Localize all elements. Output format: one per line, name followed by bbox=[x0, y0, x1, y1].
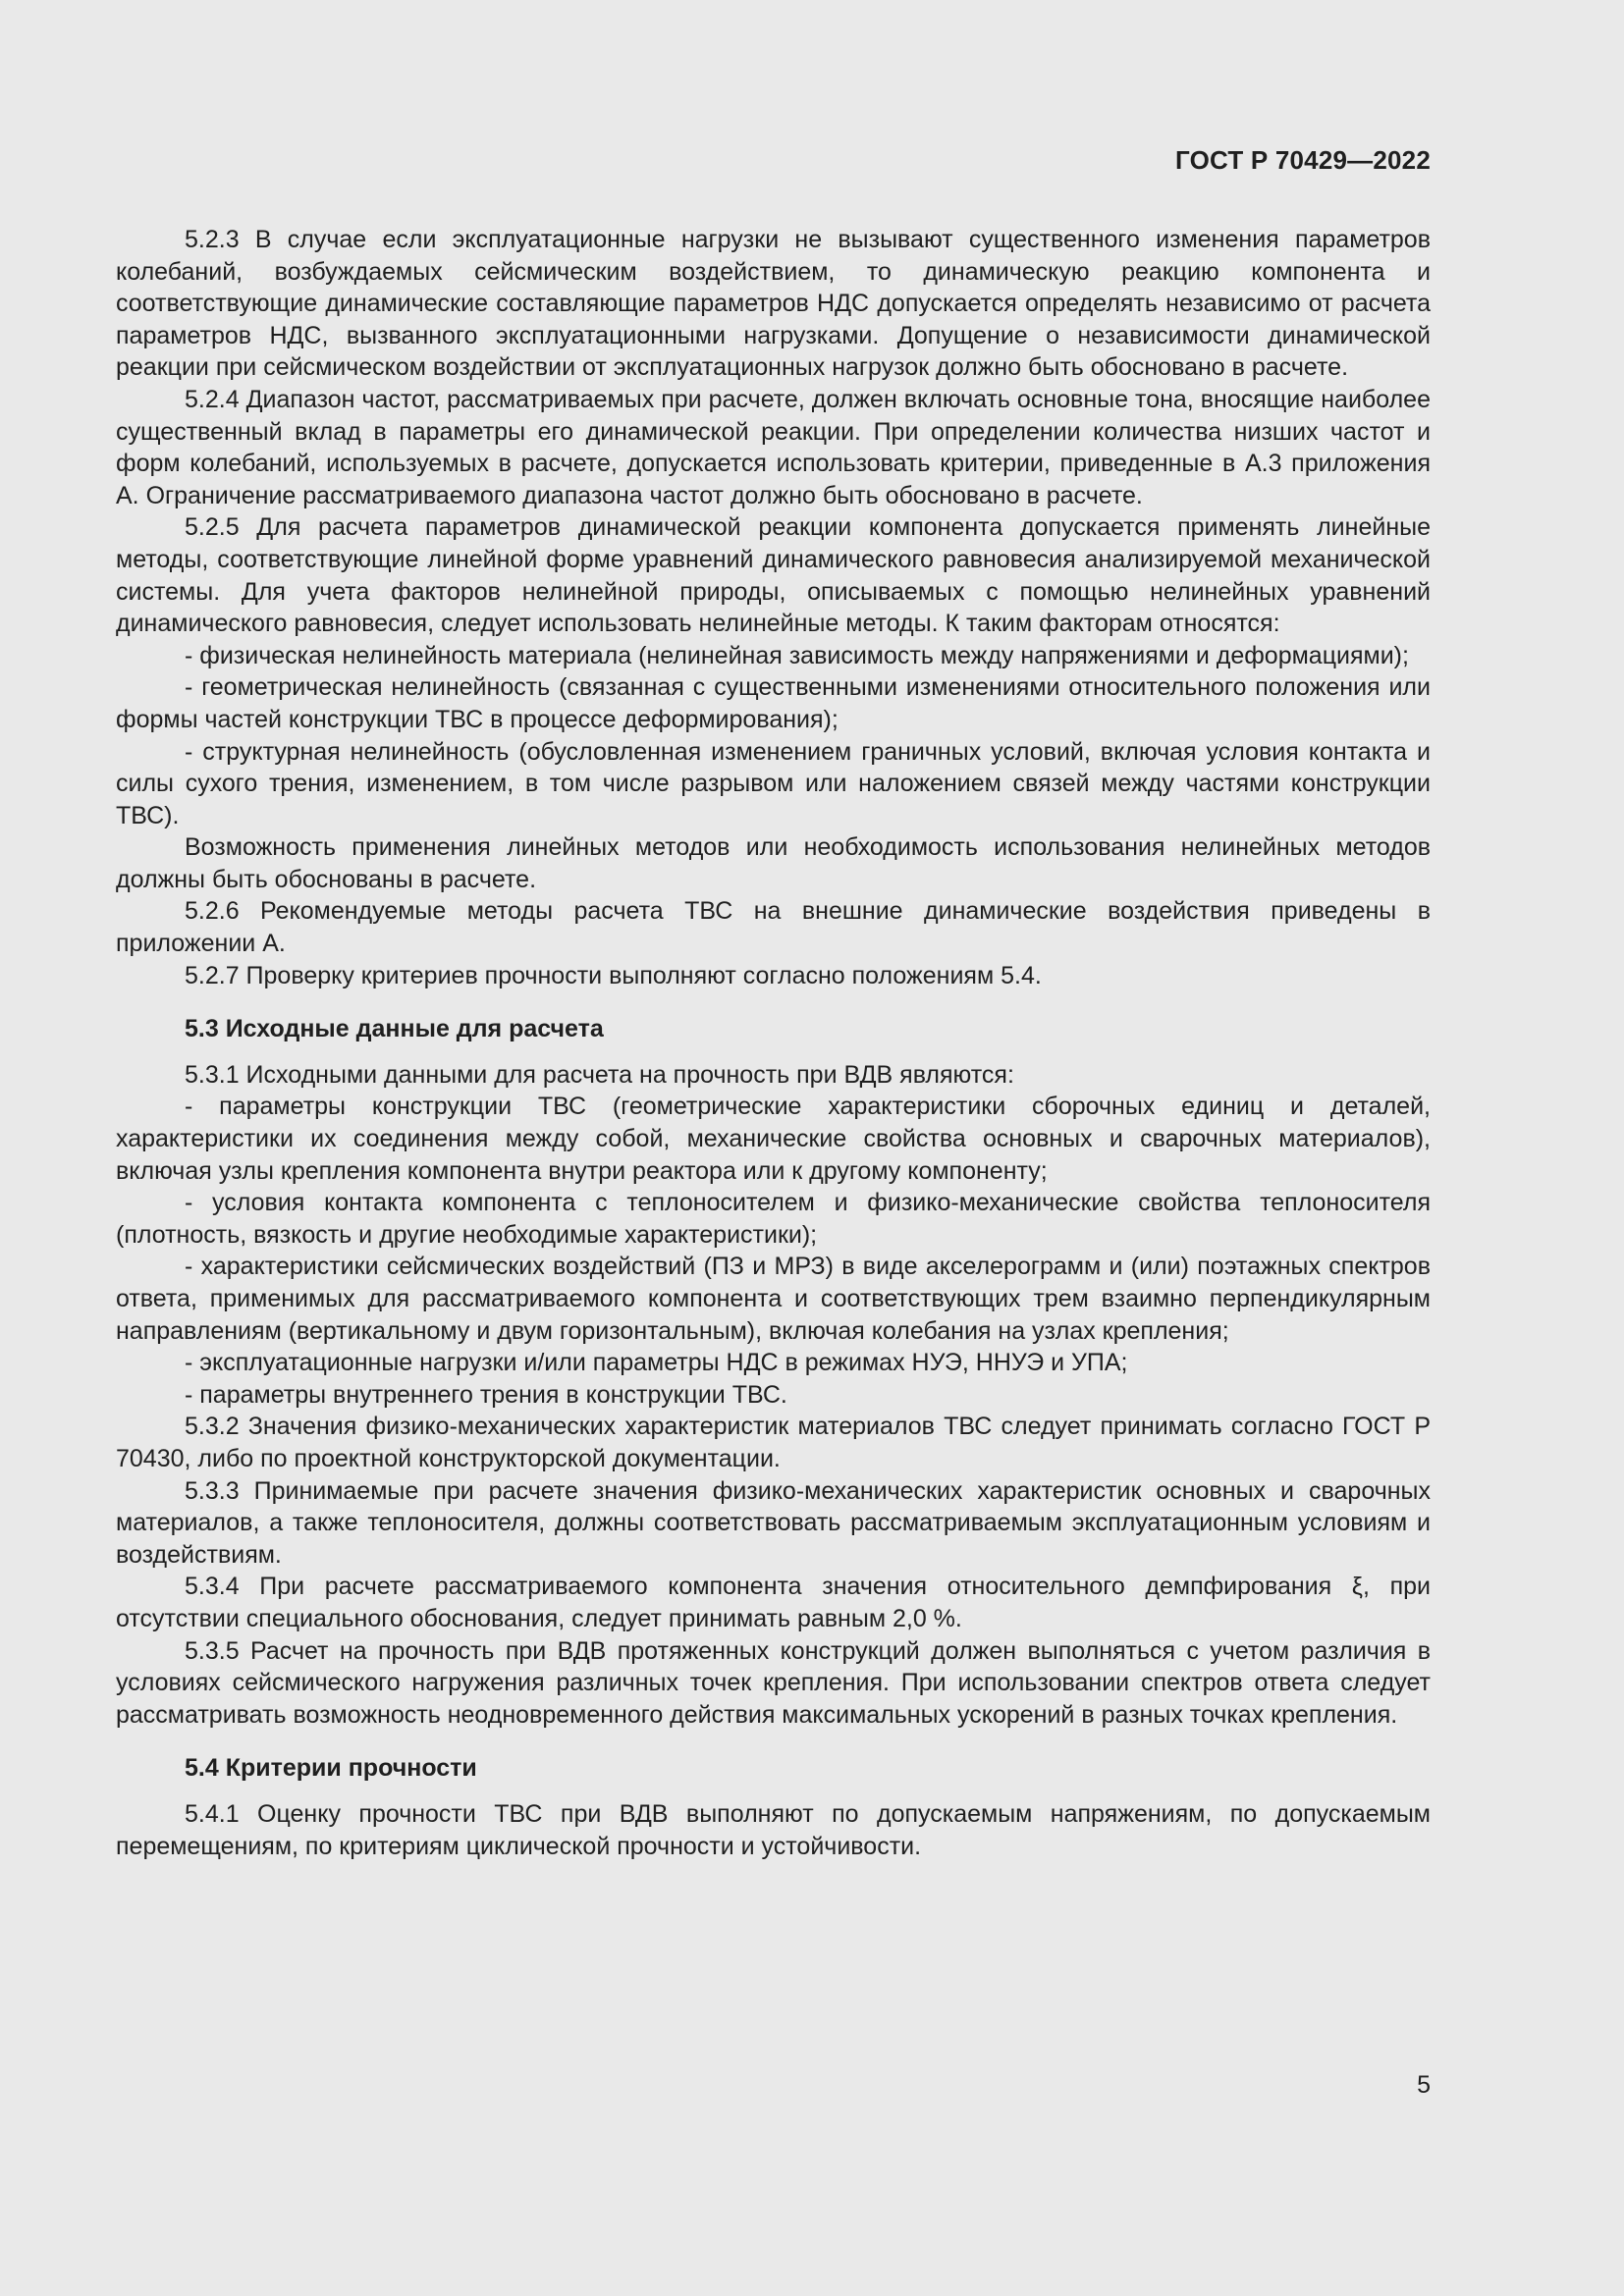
list-item-operational-loads: - эксплуатационные нагрузки и/или параметры НДС в режимах НУЭ, ННУЭ и УПА; bbox=[185, 1349, 1128, 1377]
paragraph-5-3-3: 5.3.3 Принимаемые при расчете значения физико-механических характеристик основных и сварочных материалов, а также теплоносителя, должны соответствовать рассматриваемым эксплуатационным условиям и воздействиям. bbox=[116, 1476, 1431, 1569]
list-item-design-parameters: - параметры конструкции ТВС (геометрические характеристики сборочных единиц и деталей, характеристики их соединения между собой, механические свойства основных и сварочных материалов), включая узлы крепления компонента внутри реактора или к другому компоненту; bbox=[116, 1093, 1431, 1185]
list-item-structural-nonlinearity: - структурная нелинейность (обусловленная изменением граничных условий, включая условия контакта и силы сухого трения, изменением, в том числе разрывом или наложением связей между частями конструкции ТВС). bbox=[116, 737, 1431, 829]
document-body bbox=[116, 224, 1431, 1862]
paragraph-5-2-5: 5.2.5 Для расчета параметров динамической реакции компонента допускается применять линейные методы, соответствующие линейной форме уравнений динамического равновесия анализируемой механической системы. Для учета факторов нелинейной природы, описываемых с помощью нелинейных уравнений динамического равновесия, следует использовать нелинейные методы. К таким факторам относятся: bbox=[116, 513, 1431, 638]
paragraph-5-2-6: 5.2.6 Рекомендуемые методы расчета ТВС на внешние динамические воздействия приведены в приложении А. bbox=[116, 897, 1431, 958]
list-item-geometric-nonlinearity: - геометрическая нелинейность (связанная с существенными изменениями относительного положения или формы частей конструкции ТВС в процессе деформирования); bbox=[116, 673, 1431, 733]
paragraph-5-4-1: 5.4.1 Оценку прочности ТВС при ВДВ выполняют по допускаемым напряжениям, по допускаемым перемещениям, по критериям циклической прочности и устойчивости. bbox=[116, 1799, 1431, 1860]
paragraph-5-2-7: 5.2.7 Проверку критериев прочности выполняют согласно положениям 5.4. bbox=[185, 961, 1042, 989]
standard-id-header: ГОСТ Р 70429—2022 bbox=[1175, 145, 1431, 175]
list-item-seismic-characteristics: - характеристики сейсмических воздействий (ПЗ и МРЗ) в виде акселерограмм и (или) поэтажных спектров ответа, применимых для рассматриваемого компонента и соответствующих трем взаимно перпендикулярным направлениям (вертикальному и двум горизонтальным), включая колебания на узлах крепления; bbox=[116, 1253, 1431, 1345]
list-item-internal-friction: - параметры внутреннего трения в конструкции ТВС. bbox=[185, 1380, 787, 1409]
paragraph-5-3-1: 5.3.1 Исходными данными для расчета на прочность при ВДВ являются: bbox=[185, 1060, 1014, 1089]
paragraph-5-3-5: 5.3.5 Расчет на прочность при ВДВ протяженных конструкций должен выполняться с учетом различия в условиях сейсмического нагружения различных точек крепления. При использовании спектров ответа следует рассматривать возможность неодновременного действия максимальных ускорений в разных точках крепления. bbox=[116, 1636, 1431, 1729]
paragraph-5-2-3: 5.2.3 В случае если эксплуатационные нагрузки не вызывают существенного изменения параметров колебаний, возбуждаемых сейсмическим воздействием, то динамическую реакцию компонента и соответствующие динамические составляющие параметров НДС допускается определять независимо от расчета параметров НДС, вызванного эксплуатационными нагрузками. Допущение о независимости динамической реакции при сейсмическом воздействии от эксплуатационных нагрузок должно быть обосновано в расчете. bbox=[116, 226, 1431, 382]
section-heading-5-4: 5.4 Критерии прочности bbox=[185, 1754, 477, 1783]
list-item-physical-nonlinearity: - физическая нелинейность материала (нелинейная зависимость между напряжениями и деформациями); bbox=[185, 641, 1409, 669]
list-item-coolant-contact: - условия контакта компонента с теплоносителем и физико-механические свойства теплоносителя (плотность, вязкость и другие необходимые характеристики); bbox=[116, 1189, 1431, 1249]
page-number: 5 bbox=[1417, 2071, 1431, 2099]
paragraph-5-2-5-conclusion: Возможность применения линейных методов или необходимость использования нелинейных методов должны быть обоснованы в расчете. bbox=[116, 833, 1431, 893]
section-heading-5-3: 5.3 Исходные данные для расчета bbox=[185, 1015, 604, 1043]
paragraph-5-3-2: 5.3.2 Значения физико-механических характеристик материалов ТВС следует принимать согласно ГОСТ Р 70430, либо по проектной конструкторской документации. bbox=[116, 1413, 1431, 1472]
paragraph-5-3-4: 5.3.4 При расчете рассматриваемого компонента значения относительного демпфирования ξ, при отсутствии специального обоснования, следует принимать равным 2,0 %. bbox=[116, 1573, 1431, 1632]
paragraph-5-2-4: 5.2.4 Диапазон частот, рассматриваемых при расчете, должен включать основные тона, вносящие наиболее существенный вклад в параметры его динамической реакции. При определении количества низших частот и форм колебаний, используемых в расчете, допускается использовать критерии, приведенные в А.3 приложения А. Ограничение рассматриваемого диапазона частот должно быть обосновано в расчете. bbox=[116, 385, 1431, 509]
